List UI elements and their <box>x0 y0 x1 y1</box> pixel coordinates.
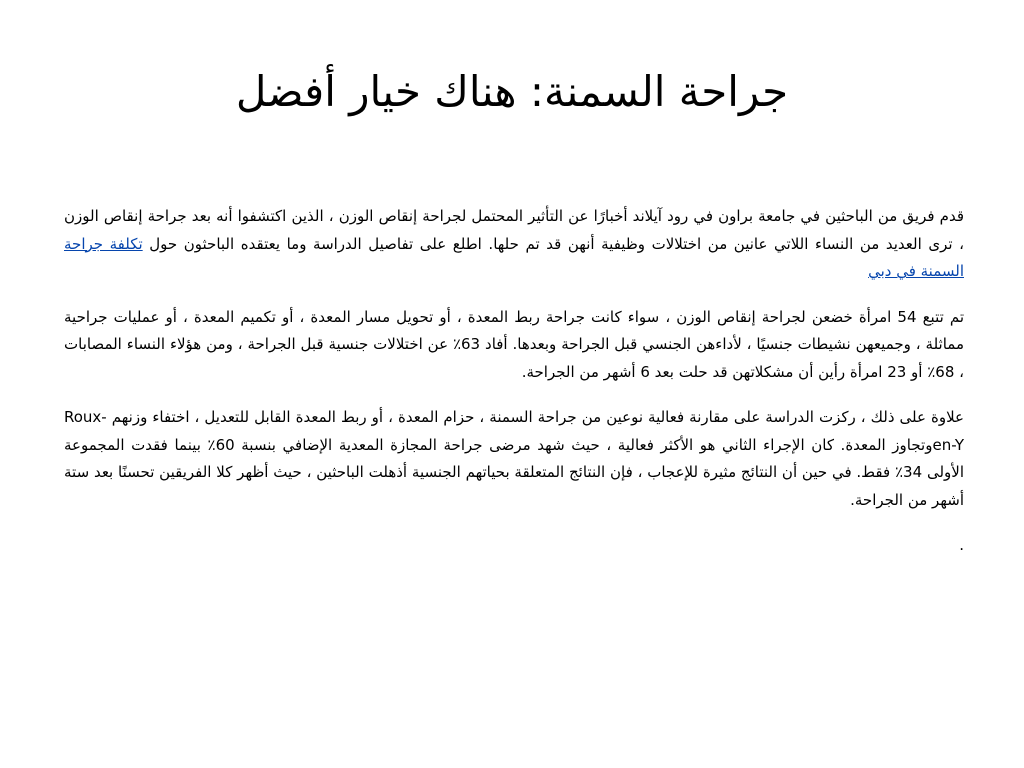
cost-link[interactable]: تكلفة جراحة السمنة في دبي <box>64 234 964 280</box>
slide-body <box>64 203 964 560</box>
trailing-period: . <box>959 536 964 554</box>
paragraph-1-text: قدم فريق من الباحثين في جامعة براون في رود آيلاند أخبارًا عن التأثير المحتمل لجراحة إنقاص الوزن ، الذين اكتشفوا أنه بعد جراحة إنقاص الوزن ، ترى العديد من النساء اللاتي عانين من اختلالات وظيفية أنهن قد تم حلها. اطلع على تفاصيل الدراسة وما يعتقده الباحثون حول <box>64 207 964 253</box>
paragraph-1 <box>64 203 964 286</box>
slide-title: جراحة السمنة: هناك خيار أفضل <box>235 67 789 116</box>
paragraph-3: علاوة على ذلك ، ركزت الدراسة على مقارنة فعالية نوعين من جراحة السمنة ، حزام المعدة ، أو ربط المعدة القابل للتعديل ، اختفاء وزنهم Roux-en-Yوتجاوز المعدة. كان الإجراء الثاني هو الأكثر فعالية ، حيث شهد مرضى جراحة المجازة المعدية الإضافي بنسبة 60٪ بينما فقدت المجموعة الأولى 34٪ فقط. في حين أن النتائج مثيرة للإعجاب ، فإن النتائج المتعلقة بحياتهم الجنسية أذهلت الباحثين ، حيث أظهر كلا الفريقين تحسنًا بعد ستة أشهر من الجراحة. <box>64 408 964 509</box>
paragraph-2: تم تتبع 54 امرأة خضعن لجراحة إنقاص الوزن ، سواء كانت جراحة ربط المعدة ، أو تحويل مسار المعدة ، أو تكميم المعدة ، أو عمليات جراحية مماثلة ، وجميعهن نشيطات جنسيًا ، لأداءهن الجنسي قبل الجراحة وبعدها. أفاد 63٪ عن اختلالات جنسية قبل الجراحة ، ومن هؤلاء النساء المصابات ، 68٪ أو 23 امرأة رأين أن مشكلاتهن قد حلت بعد 6 أشهر من الجراحة. <box>64 307 965 381</box>
